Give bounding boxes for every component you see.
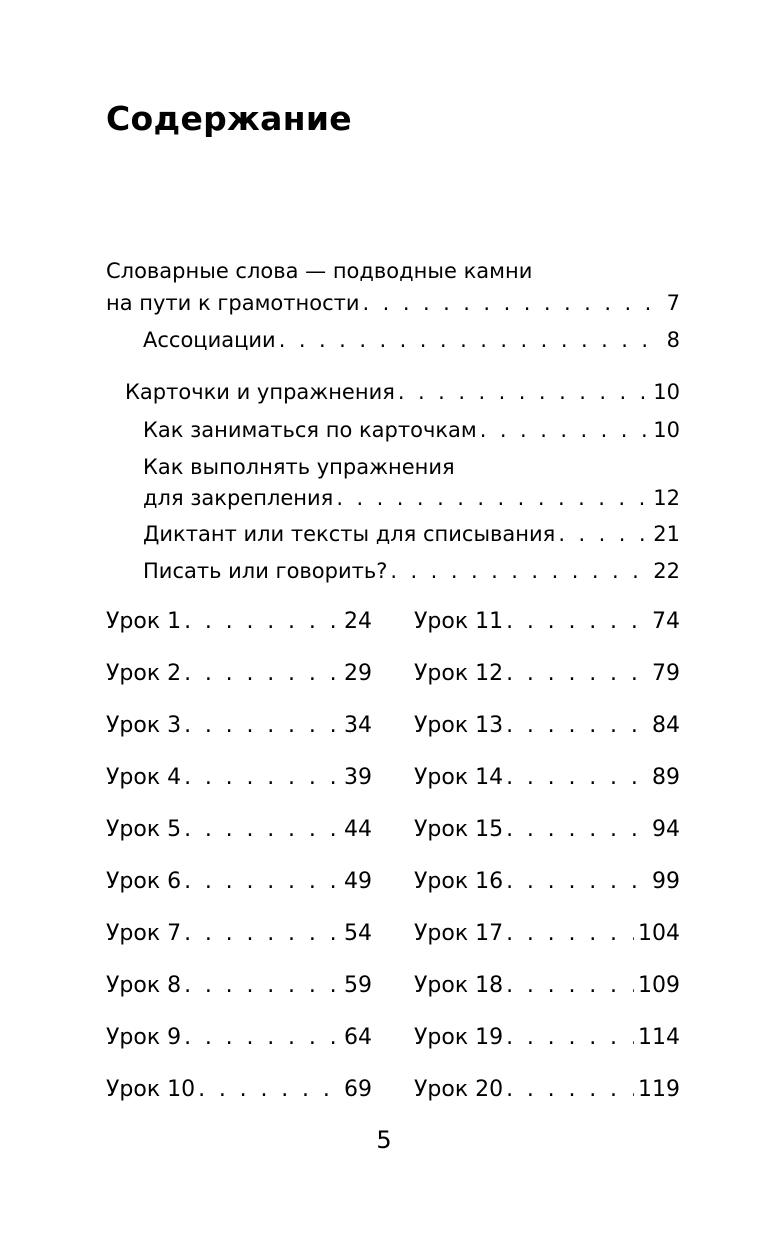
lesson-page-number: 64 (344, 1025, 372, 1050)
lesson-page-number: 69 (344, 1077, 372, 1102)
lesson-page-number: 44 (344, 817, 372, 842)
toc-page-number: 21 (653, 522, 680, 546)
toc-lesson-19[interactable] (414, 1022, 680, 1054)
toc-entry-exercises[interactable] (143, 483, 680, 513)
dot-leader (480, 415, 650, 445)
toc-entry-dictation[interactable] (143, 519, 680, 549)
lesson-page-number: 119 (638, 1077, 680, 1102)
lesson-label: Урок 20 (414, 1077, 504, 1102)
lesson-label: Урок 17 (414, 921, 504, 946)
dot-leader (279, 325, 663, 355)
lesson-label: Урок 2 (106, 661, 182, 686)
toc-lesson-5[interactable] (106, 814, 372, 846)
toc-lesson-6[interactable] (106, 866, 372, 898)
toc-lesson-10[interactable] (106, 1074, 372, 1106)
lesson-page-number: 84 (652, 713, 680, 738)
dot-leader (184, 970, 340, 1002)
toc-lesson-18[interactable] (414, 970, 680, 1002)
lesson-label: Урок 5 (106, 817, 182, 842)
dot-leader (184, 866, 340, 898)
dot-leader (390, 556, 649, 586)
dot-leader (184, 710, 340, 742)
lesson-label: Урок 4 (106, 765, 182, 790)
toc-entry-intro-line1: Словарные слова — подводные камни (106, 259, 533, 283)
dot-leader (506, 866, 648, 898)
page-number: 5 (376, 1126, 392, 1154)
toc-page-number: 10 (653, 418, 680, 442)
dot-leader (184, 762, 340, 794)
toc-page-number: 22 (653, 559, 680, 583)
lesson-page-number: 94 (652, 817, 680, 842)
toc-entry-how-to-study[interactable] (143, 415, 680, 445)
lesson-page-number: 109 (638, 973, 680, 998)
toc-entry-label: Ассоциации (143, 328, 276, 352)
toc-lesson-1[interactable] (106, 606, 372, 638)
lesson-page-number: 104 (638, 921, 680, 946)
lesson-label: Урок 18 (414, 973, 504, 998)
lesson-page-number: 54 (344, 921, 372, 946)
page-title: Содержание (106, 99, 352, 138)
lesson-page-number: 34 (344, 713, 372, 738)
toc-lesson-2[interactable] (106, 658, 372, 690)
dot-leader (506, 970, 634, 1002)
lesson-label: Урок 12 (414, 661, 504, 686)
dot-leader (506, 606, 648, 638)
toc-lesson-4[interactable] (106, 762, 372, 794)
lesson-page-number: 49 (344, 869, 372, 894)
toc-entry-label: Как заниматься по карточкам (143, 418, 477, 442)
lesson-label: Урок 19 (414, 1025, 504, 1050)
lesson-page-number: 29 (344, 661, 372, 686)
dot-leader (336, 483, 649, 513)
dot-leader (506, 762, 648, 794)
toc-page-number: 12 (653, 486, 680, 510)
lesson-page-number: 59 (344, 973, 372, 998)
toc-entry-exercises-line1: Как выполнять упражнения (143, 455, 455, 479)
lesson-label: Урок 8 (106, 973, 182, 998)
lesson-page-number: 74 (652, 609, 680, 634)
toc-lesson-7[interactable] (106, 918, 372, 950)
toc-lesson-9[interactable] (106, 1022, 372, 1054)
toc-entry-cards[interactable] (125, 377, 680, 407)
lesson-label: Урок 14 (414, 765, 504, 790)
dot-leader (506, 1074, 634, 1106)
toc-entry-associations[interactable] (143, 325, 680, 355)
toc-page-number: 10 (653, 380, 680, 404)
dot-leader (184, 918, 340, 950)
dot-leader (398, 377, 649, 407)
dot-leader (506, 1022, 634, 1054)
dot-leader (363, 288, 663, 318)
lesson-page-number: 99 (652, 869, 680, 894)
toc-lesson-16[interactable] (414, 866, 680, 898)
dot-leader (558, 519, 649, 549)
dot-leader (506, 658, 648, 690)
dot-leader (184, 606, 340, 638)
toc-entry-label: Диктант или тексты для списывания (143, 522, 556, 546)
toc-entry-label: на пути к грамотности (106, 291, 360, 315)
lesson-page-number: 79 (652, 661, 680, 686)
toc-lesson-13[interactable] (414, 710, 680, 742)
lesson-label: Урок 6 (106, 869, 182, 894)
toc-lesson-11[interactable] (414, 606, 680, 638)
toc-lesson-14[interactable] (414, 762, 680, 794)
toc-lesson-15[interactable] (414, 814, 680, 846)
lesson-page-number: 89 (652, 765, 680, 790)
dot-leader (506, 918, 634, 950)
dot-leader (506, 814, 648, 846)
toc-entry-intro[interactable] (106, 288, 680, 318)
lesson-label: Урок 15 (414, 817, 504, 842)
lesson-page-number: 24 (344, 609, 372, 634)
toc-page-number: 8 (666, 328, 680, 352)
lesson-page-number: 39 (344, 765, 372, 790)
lesson-label: Урок 10 (106, 1077, 196, 1102)
toc-lesson-12[interactable] (414, 658, 680, 690)
toc-entry-label: Писать или говорить? (143, 559, 388, 583)
dot-leader (184, 1022, 340, 1054)
toc-lesson-20[interactable] (414, 1074, 680, 1106)
dot-leader (184, 658, 340, 690)
toc-lesson-3[interactable] (106, 710, 372, 742)
lesson-label: Урок 11 (414, 609, 504, 634)
toc-lesson-17[interactable] (414, 918, 680, 950)
toc-entry-label: для закрепления (143, 486, 334, 510)
dot-leader (184, 814, 340, 846)
dot-leader (198, 1074, 340, 1106)
toc-entry-label: Карточки и упражнения (125, 380, 395, 404)
lesson-label: Урок 3 (106, 713, 182, 738)
toc-page-number: 7 (666, 291, 680, 315)
lesson-label: Урок 13 (414, 713, 504, 738)
lesson-label: Урок 16 (414, 869, 504, 894)
toc-lesson-8[interactable] (106, 970, 372, 1002)
lesson-label: Урок 1 (106, 609, 182, 634)
lesson-page-number: 114 (638, 1025, 680, 1050)
lesson-label: Урок 9 (106, 1025, 182, 1050)
toc-entry-write-or-speak[interactable] (143, 556, 680, 586)
dot-leader (506, 710, 648, 742)
lesson-label: Урок 7 (106, 921, 182, 946)
